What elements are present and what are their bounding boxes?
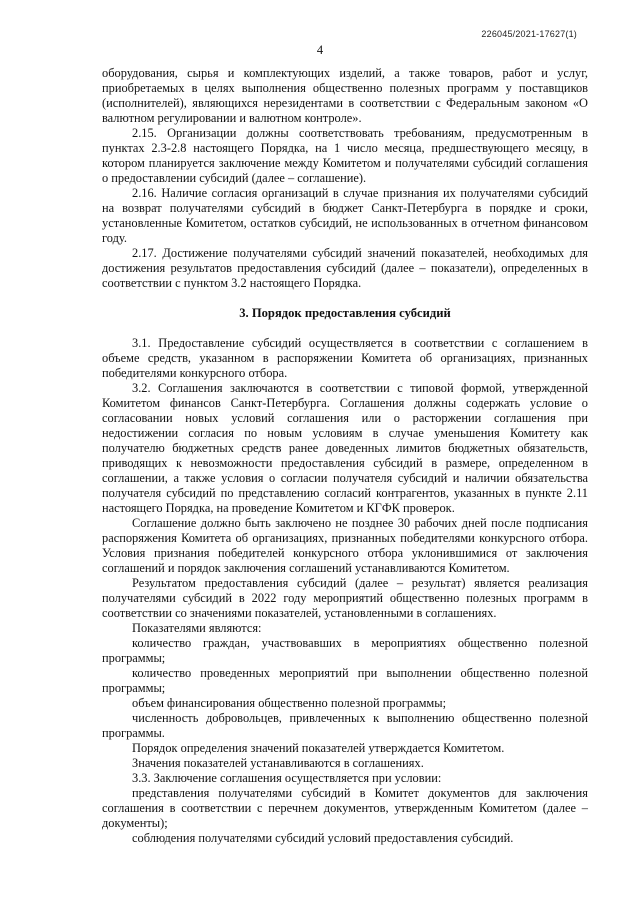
paragraph-3-3: 3.3. Заключение соглашения осуществляется при условии: — [132, 771, 442, 785]
paragraph-result: Результатом предоставления субсидий (далее – результат) является реализация получателями субсидий в 2022 году мероприятий общественно полезных программ в соответствии со значениями показателей, установленными в соглашениях. — [102, 576, 588, 620]
indicator-item: количество граждан, участвовавших в мероприятиях общественно полезной программы; — [102, 636, 588, 665]
paragraph-2-17: 2.17. Достижение получателями субсидий значений показателей, необходимых для достижения результатов предоставления субсидий (далее – показатели), определенных в соответствии с пунктом 3.2 настоящего Порядка. — [102, 246, 588, 290]
paragraph-2-15: 2.15. Организации должны соответствовать требованиям, предусмотренным в пунктах 2.3-2.8 настоящего Порядка, на 1 число месяца, предшествующего месяцу, в котором планируется заключение между Комитетом и получателями субсидий соглашения о предоставлении субсидий (далее – соглашение). — [102, 126, 588, 185]
paragraph-continuation: оборудования, сырья и комплектующих изделий, а также товаров, работ и услуг, приобретаемых в целях выполнения общественно полезных программ у поставщиков (исполнителей), являющихся нерезидентами в соответствии с Федеральным законом «О валютном регулировании и валютном контроле». — [102, 66, 588, 125]
paragraph-agreement-deadline: Соглашение должно быть заключено не позднее 30 рабочих дней после подписания распоряжения Комитета об организациях, признанных победителями конкурсного отбора. Условия признания победителей конкурсного отбора уклонившимися от заключения соглашений и порядок заключения соглашений устанавливаются Комитетом. — [102, 516, 588, 575]
paragraph-2-16: 2.16. Наличие согласия организаций в случае признания их получателями субсидий на возврат получателями субсидий в бюджет Санкт-Петербурга в порядке и сроки, установленные Комитетом, остатков субсидий, не использованных в отчетном финансовом году. — [102, 186, 588, 245]
section-heading: 3. Порядок предоставления субсидий — [239, 306, 451, 320]
paragraph-indicator-procedure: Порядок определения значений показателей утверждается Комитетом. — [132, 741, 505, 755]
document-body — [102, 66, 588, 846]
paragraph-indicator-values: Значения показателей устанавливаются в соглашениях. — [132, 756, 424, 770]
indicator-item: количество проведенных мероприятий при выполнении общественно полезной программы; — [102, 666, 588, 695]
indicator-item: численность добровольцев, привлеченных к выполнению общественно полезной программы. — [102, 711, 588, 740]
condition-item: соблюдения получателями субсидий условий предоставления субсидий. — [132, 831, 514, 845]
paragraph-3-2: 3.2. Соглашения заключаются в соответствии с типовой формой, утвержденной Комитетом финансов Санкт-Петербурга. Соглашения должны содержать условие о согласовании новых условий соглашения или о расторжении соглашения при недостижении согласия по новым условиям в случае уменьшения Комитету как получателю бюджетных средств ранее доведенных лимитов бюджетных обязательств, приводящих к невозможности предоставления субсидий в размере, определенном в соглашении, а также условия о согласии получателя субсидий и наличии обязательства получателя субсидий по представлению согласий контрагентов, указанных в пункте 2.11 настоящего Порядка, на проведение Комитетом и КГФК проверок. — [102, 381, 588, 515]
document-id: 226045/2021-17627(1) — [481, 29, 577, 39]
page-number: 4 — [316, 43, 324, 57]
condition-item: представления получателями субсидий в Комитет документов для заключения соглашения в соответствии с перечнем документов, утвержденным Комитетом (далее – документы); — [102, 786, 588, 830]
paragraph-indicators-intro: Показателями являются: — [132, 621, 262, 635]
paragraph-3-1: 3.1. Предоставление субсидий осуществляется в соответствии с соглашением в объеме средств, указанном в распоряжении Комитета об организациях, признанных победителями конкурсного отбора. — [102, 336, 588, 380]
indicator-item: объем финансирования общественно полезной программы; — [132, 696, 447, 710]
